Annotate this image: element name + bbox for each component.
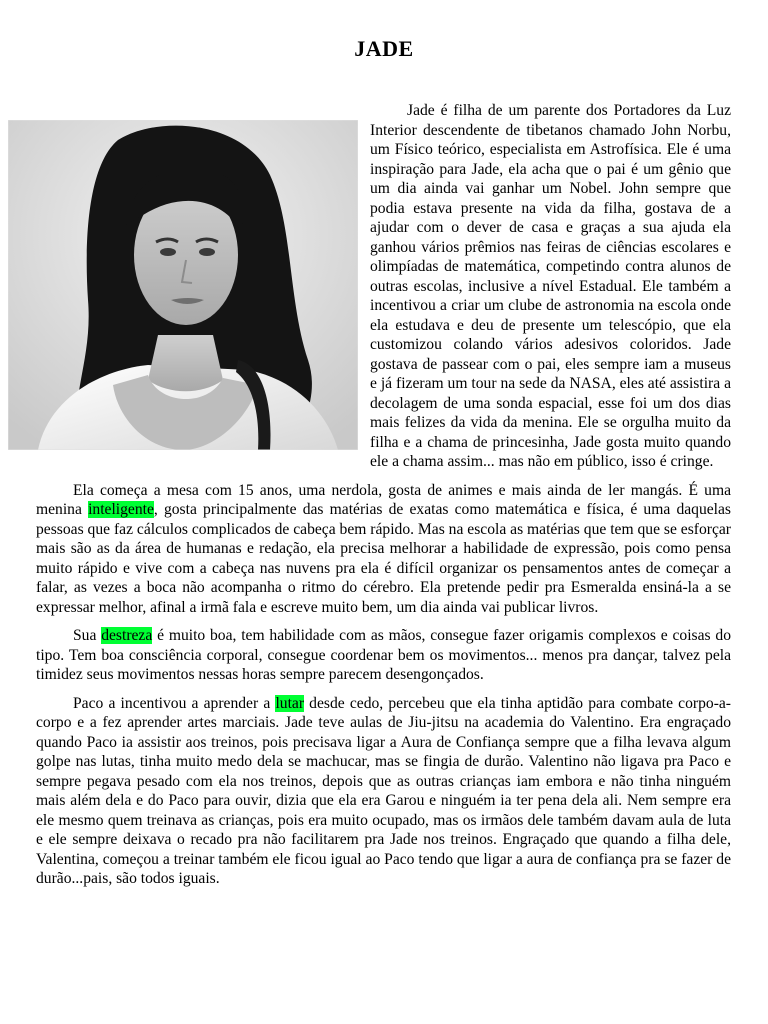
paragraph-3: Sua destreza é muito boa, tem habilidade com as mãos, consegue fazer origamis complexos e coisas do tipo. Tem boa consciência corporal, consegue coordenar bem os movimentos... menos pra dançar, talvez pela timidez seus movimentos nessas horas sempre parecem desengonçados. <box>36 627 731 683</box>
highlight-lutar: lutar <box>275 694 305 712</box>
highlight-inteligente: inteligente <box>88 501 154 518</box>
highlight-destreza: destreza <box>101 627 153 644</box>
document-body <box>36 101 731 898</box>
portrait-photo <box>8 120 358 450</box>
paragraph-1-text: Jade é filha de um parente dos Portadores da Luz Interior descendente de tibetanos chamado John Norbu, um Físico teórico, especialista em Astrofísica. Ele é uma inspiração para Jade, ela acha que o pai é um gênio que um dia ainda vai ganhar um Nobel. John sempre que podia estava presente na vida da filha, gostava de a ajudar com o dever de casa e graças a sua ajuda ela ganhou vários prêmios nas feiras de ciências escolares e olimpíadas de matemática, competindo contra alunos de outras escolas, inclusive a nível Estadual. Ele também a incentivou a criar um clube de astronomia na escola onde ela estudava e deu de presente um telescópio, que ela customizou colando vários adesivos coloridos. Jade gostava de passear com o pai, eles sempre iam a museus e já fizeram um tour na sede da NASA, eles até assistira a decolagem de uma sonda espacial, esse foi um dos dias mais felizes da vida da menina. Ele se orgulha muito da filha e a chama de princesinha, Jade gosta muito quando ele a chama assim... mas não em público, isso é cringe. <box>370 102 731 470</box>
paragraph-2: Ela começa a mesa com 15 anos, uma nerdola, gosta de animes e mais ainda de ler mangás. É uma menina inteligente, gosta principalmente das matérias de exatas como matemática e física, é uma daquelas pessoas que faz cálculos complicados de cabeça bem rápido. Mas na escola as matérias que tem que se esforçar mais são as da área de humanas e redação, ela precisa melhorar a habilidade de expressão, pois como pensa muito rápido e vive com a cabeça nas nuvens pra ela é difícil organizar os pensamentos antes de começar a falar, as vezes a boca não acompanha o ritmo do cérebro. Ela pretende pedir pra Esmeralda ensiná-la a se expressar melhor, afinal a irmã fala e escreve muito bem, um dia ainda vai publicar livros. <box>36 481 731 616</box>
page-title: JADE <box>354 36 414 61</box>
paragraph-4: Paco a incentivou a aprender a lutar desde cedo, percebeu que ela tinha aptidão para combate corpo-a-corpo e a fez aprender artes marciais. Jade teve aulas de Jiu-jitsu na academia do Valentino. Era engraçado quando Paco ia assistir aos treinos, pois precisava ligar a Aura de Confiança sempre que a filha levava algum golpe nas lutas, tinha muito medo dela se machucar, mas se fingia de durão. Valentino não ligava pra Paco e sempre pegava pesado com ela nos treinos, depois que as outras crianças iam embora e não tinha ninguém mais além dela e do Paco para ouvir, dizia que ela era Garou e ninguém ia ter pena dela ali. Nem sempre era ele mesmo quem treinava as crianças, pois era muito ocupado, mas os irmãos dele também davam aula de luta e ele sempre deixava o recado pra não facilitarem pra Jade nos treinos. Engraçado que quando a filha dele, Valentina, começou a treinar também ele ficou igual ao Paco tendo que ligar a aura de confiança pra se fazer de durão...pais, são todos iguais. <box>36 694 731 887</box>
